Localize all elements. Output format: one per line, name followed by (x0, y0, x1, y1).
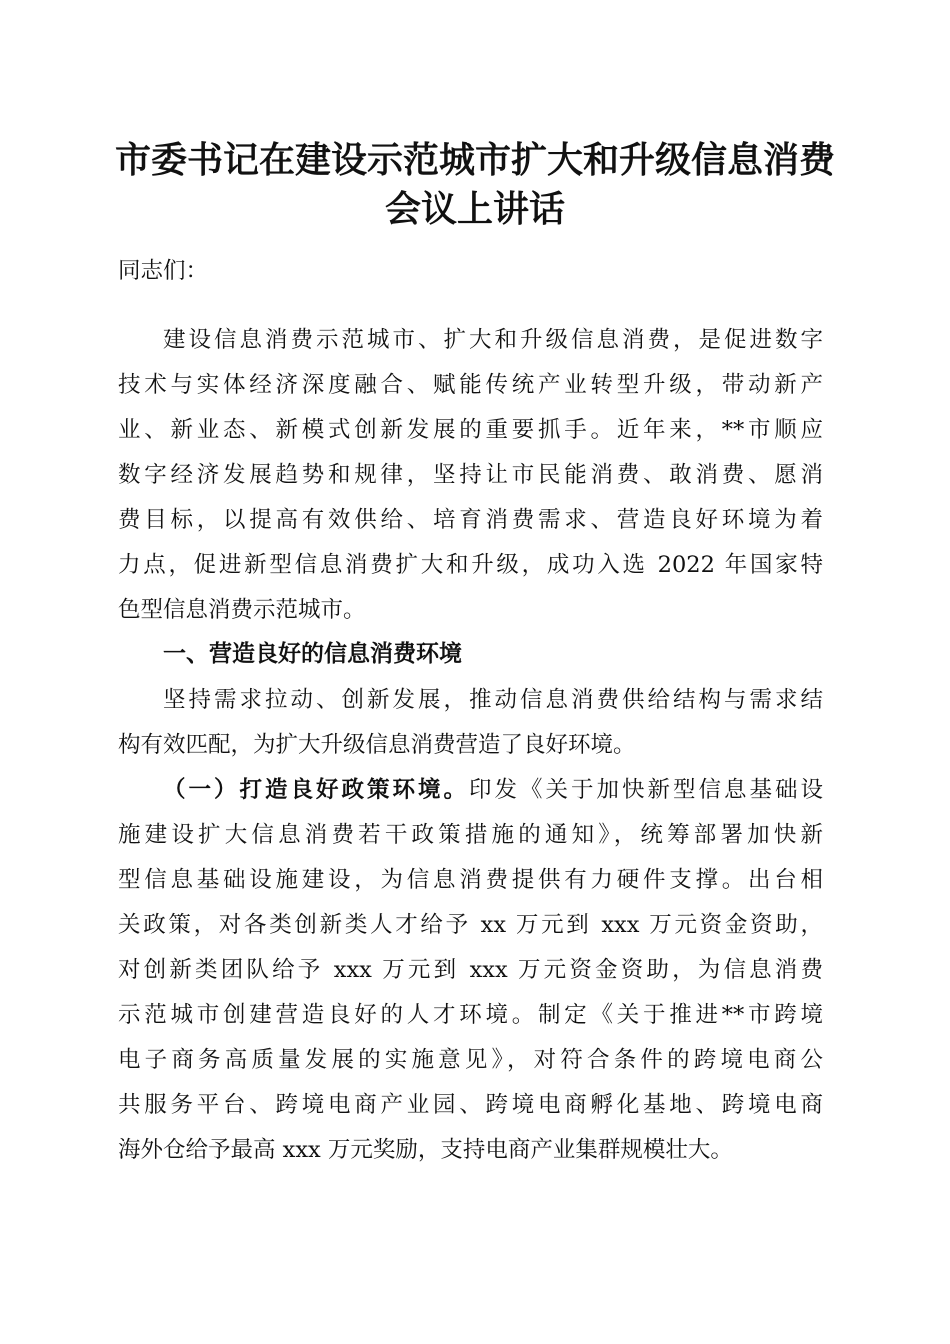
subsection-1-line-9: 海外仓给予最高 xxx 万元奖励，支持电商产业集群规模壮大。 (118, 1137, 733, 1163)
subsection-1-first-rest: 印发《关于加快新型信息基础设 (469, 777, 823, 803)
intro-line-7: 色型信息消费示范城市。 (118, 597, 366, 623)
subsection-1-lead: （一）打造良好政策环境。 (163, 777, 469, 803)
section-1-line-1: 坚持需求拉动、创新发展，推动信息消费供给结构与需求结 (163, 687, 823, 713)
subsection-1-line-1 (163, 775, 823, 805)
salutation: 同志们： (118, 258, 209, 284)
subsection-1-line-5: 对创新类团队给予 xxx 万元到 xxx 万元资金资助，为信息消费 (118, 957, 823, 983)
intro-line-6: 力点，促进新型信息消费扩大和升级，成功入选 2022 年国家特 (118, 552, 823, 578)
intro-line-3: 业、新业态、新模式创新发展的重要抓手。近年来，**市顺应 (118, 417, 823, 443)
section-1-line-2: 构有效匹配，为扩大升级信息消费营造了良好环境。 (118, 732, 636, 758)
subsection-1-line-7: 电子商务高质量发展的实施意见》，对符合条件的跨境电商公 (118, 1047, 823, 1073)
intro-line-5: 费目标，以提高有效供给、培育消费需求、营造良好环境为着 (118, 507, 823, 533)
document-title-line-2: 会议上讲话 (384, 188, 565, 230)
intro-line-1: 建设信息消费示范城市、扩大和升级信息消费，是促进数字 (163, 327, 823, 353)
intro-line-4: 数字经济发展趋势和规律，坚持让市民能消费、敢消费、愿消 (118, 462, 823, 488)
subsection-1-line-8: 共服务平台、跨境电商产业园、跨境电商孵化基地、跨境电商 (118, 1092, 823, 1118)
subsection-1-line-2: 施建设扩大信息消费若干政策措施的通知》，统筹部署加快新 (118, 822, 823, 848)
intro-line-2: 技术与实体经济深度融合、赋能传统产业转型升级，带动新产 (118, 372, 823, 398)
section-1-heading: 一、营造良好的信息消费环境 (163, 641, 462, 667)
subsection-1-line-3: 型信息基础设施建设，为信息消费提供有力硬件支撑。出台相 (118, 867, 823, 893)
subsection-1-line-4: 关政策，对各类创新类人才给予 xx 万元到 xxx 万元资金资助， (118, 912, 823, 938)
subsection-1-line-6: 示范城市创建营造良好的人才环境。制定《关于推进**市跨境 (118, 1002, 823, 1028)
document-title-line-1: 市委书记在建设示范城市扩大和升级信息消费 (114, 139, 835, 181)
